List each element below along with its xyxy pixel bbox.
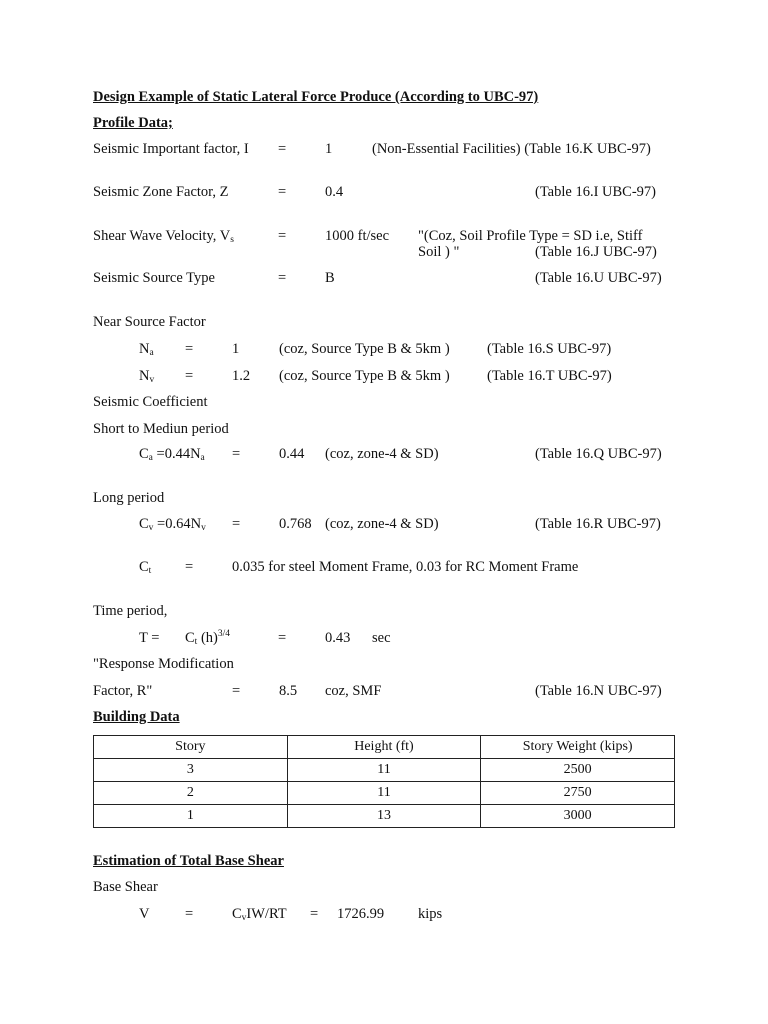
base-shear-equals-1: = [185, 906, 194, 922]
seismic-coefficient-heading: Seismic Coefficient [93, 394, 208, 410]
ca-ref: (Table 16.Q UBC-97) [535, 446, 662, 462]
table-cell: 3000 [481, 805, 675, 828]
time-period-heading: Time period, [93, 603, 168, 619]
column-header-story: Story [94, 736, 288, 759]
long-period-heading: Long period [93, 490, 165, 506]
near-source-heading: Near Source Factor [93, 314, 206, 330]
table-cell: 11 [287, 782, 481, 805]
na-equals: = [185, 341, 194, 357]
shear-wave-ref: (Table 16.J UBC-97) [535, 244, 657, 260]
source-type-label: Seismic Source Type [93, 270, 215, 286]
nv-equals: = [185, 368, 194, 384]
response-equals: = [232, 683, 241, 699]
importance-note: (Non-Essential Facilities) (Table 16.K UBC-97) [372, 141, 651, 157]
shear-wave-equals: = [278, 228, 287, 244]
time-period-unit: sec [372, 630, 391, 646]
cv-note: (coz, zone-4 & SD) [325, 516, 439, 532]
ca-note: (coz, zone-4 & SD) [325, 446, 439, 462]
shear-wave-note-line1: "(Coz, Soil Profile Type = SD i.e, Stiff [418, 228, 643, 244]
table-cell: 2750 [481, 782, 675, 805]
base-shear-equals-2: = [310, 906, 319, 922]
table-row [94, 782, 675, 805]
ct-equals: = [185, 559, 194, 575]
table-cell: 11 [287, 759, 481, 782]
importance-equals: = [278, 141, 287, 157]
cv-ref: (Table 16.R UBC-97) [535, 516, 661, 532]
column-header-weight: Story Weight (kips) [481, 736, 675, 759]
shear-wave-label: Shear Wave Velocity, $V_s$ [93, 228, 234, 245]
table-row [94, 805, 675, 828]
base-shear-value: 1726.99 [337, 906, 385, 922]
response-note: coz, SMF [325, 683, 382, 699]
importance-label: Seismic Important factor, I [93, 141, 249, 157]
response-ref: (Table 16.N UBC-97) [535, 683, 662, 699]
zone-equals: = [278, 184, 287, 200]
base-shear-formula: $C_vIW/RT$ [232, 906, 287, 923]
shear-wave-note-line2: Soil ) " [418, 244, 460, 260]
shear-wave-value: 1000 ft/sec [325, 228, 390, 244]
nv-note: (coz, Source Type B & 5km ) [279, 368, 450, 384]
na-symbol: $N_a$ [139, 341, 154, 358]
cv-value: 0.768 [279, 516, 312, 532]
nv-value: 1.2 [232, 368, 251, 384]
source-type-equals: = [278, 270, 287, 286]
base-shear-lhs: V [139, 906, 150, 922]
time-period-expression: $C_t$ $(h)^{3/4}$ [185, 629, 230, 647]
table-cell: 2 [94, 782, 288, 805]
table-header-row [94, 736, 675, 759]
zone-value: 0.4 [325, 184, 344, 200]
document-title: Design Example of Static Lateral Force Produce (According to UBC-97) [93, 89, 539, 105]
response-value: 8.5 [279, 683, 298, 699]
ct-text: 0.035 for steel Moment Frame, 0.03 for RC Moment Frame [232, 559, 579, 575]
base-shear-unit: kips [418, 906, 443, 922]
table-cell: 13 [287, 805, 481, 828]
base-shear-subheading: Base Shear [93, 879, 158, 895]
zone-ref: (Table 16.I UBC-97) [535, 184, 656, 200]
base-shear-heading: Estimation of Total Base Shear [93, 853, 284, 869]
column-header-height: Height (ft) [287, 736, 481, 759]
table-cell: 2500 [481, 759, 675, 782]
nv-symbol: $N_v$ [139, 368, 155, 385]
response-label-line1: "Response Modification [93, 656, 234, 672]
building-data-table [93, 735, 675, 828]
ca-equals: = [232, 446, 241, 462]
response-label-line2: Factor, R" [93, 683, 153, 699]
na-value: 1 [232, 341, 240, 357]
na-ref: (Table 16.S UBC-97) [487, 341, 612, 357]
zone-label: Seismic Zone Factor, Z [93, 184, 229, 200]
cv-expression: $C_v =0.64N_v$ [139, 516, 206, 533]
na-note: (coz, Source Type B & 5km ) [279, 341, 450, 357]
time-period-value: 0.43 [325, 630, 351, 646]
source-type-ref: (Table 16.U UBC-97) [535, 270, 662, 286]
ca-value: 0.44 [279, 446, 305, 462]
short-period-heading: Short to Mediun period [93, 421, 229, 437]
time-period-equals: = [278, 630, 287, 646]
importance-value: 1 [325, 141, 333, 157]
time-period-lhs: T = [139, 630, 160, 646]
building-data-heading: Building Data [93, 709, 180, 725]
table-cell: 1 [94, 805, 288, 828]
table-cell: 3 [94, 759, 288, 782]
nv-ref: (Table 16.T UBC-97) [487, 368, 612, 384]
table-row [94, 759, 675, 782]
ca-expression: $C_a =0.44N_a$ [139, 446, 205, 463]
source-type-value: B [325, 270, 335, 286]
cv-equals: = [232, 516, 241, 532]
ct-symbol: $C_t$ [139, 559, 152, 576]
profile-data-heading: Profile Data; [93, 115, 173, 131]
